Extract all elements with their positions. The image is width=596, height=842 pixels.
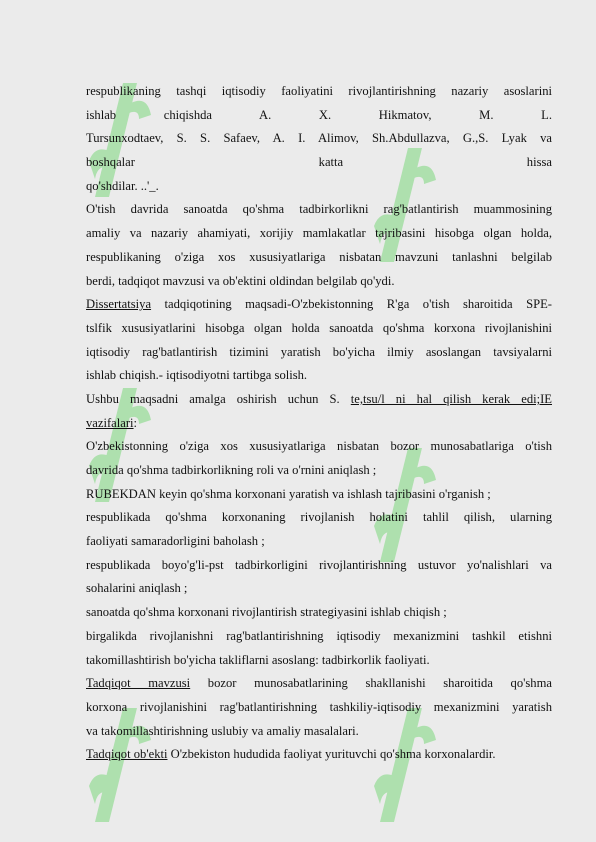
- line-text: ishlab chiqishda A. X. Hikmatov, M. L.: [86, 107, 552, 122]
- underlined-term: Tadqiqot mavzusi: [86, 676, 191, 691]
- document-body: [86, 80, 552, 767]
- text-line: [86, 625, 552, 649]
- line-text: birgalikda rivojlanishni rag'batlantirishning iqtisodiy mexanizmini tashkil etishni: [86, 628, 552, 643]
- text-line: [86, 696, 552, 720]
- text-line: [86, 554, 552, 578]
- line-text: ishlab chiqish.- iqtisodiyotni tartibga solish.: [86, 368, 308, 383]
- text-line: [86, 127, 552, 151]
- text-line: [86, 198, 552, 222]
- line-text: :: [133, 415, 138, 430]
- text-line: [86, 672, 552, 696]
- text-line: [86, 435, 552, 459]
- text-line: [86, 601, 552, 625]
- line-text: Ushbu maqsadni amalga oshirish uchun S.: [86, 391, 351, 406]
- line-text: RUBEKDAN keyin qo'shma korxonani yaratish va ishlash tajribasini o'rganish ;: [86, 486, 491, 501]
- text-line: [86, 720, 552, 744]
- line-text: respublikada boyo'g'li-pst tadbirkorligini rivojlantirishning ustuvor yo'nalishlari va: [86, 557, 552, 572]
- line-text: O'zbekiston hududida faoliyat yurituvchi qo'shma korxonalardir.: [167, 747, 496, 762]
- text-line: [86, 530, 552, 554]
- line-text: faoliyati samaradorligini baholash ;: [86, 534, 265, 549]
- line-text: takomillashtirish bo'yicha takliflarni asoslang: tadbirkorlik faoliyati.: [86, 652, 430, 667]
- text-line: [86, 506, 552, 530]
- line-text: qo'shdilar. ..'_.: [86, 178, 159, 193]
- text-line: [86, 388, 552, 412]
- text-line: [86, 293, 552, 317]
- text-line: [86, 341, 552, 365]
- line-text: respublikaning o'ziga xos xususiyatlariga nisbatan mavzuni tanlashni belgilab: [86, 249, 552, 264]
- line-text: berdi, tadqiqot mavzusi va ob'ektini oldindan belgilab qo'ydi.: [86, 273, 395, 288]
- text-line: [86, 270, 552, 294]
- text-line: [86, 577, 552, 601]
- line-text: respublikaning tashqi iqtisodiy faoliyatini rivojlantirishning nazariy asoslarini: [86, 84, 552, 98]
- line-text: Tursunxodtaev, S. S. Safaev, A. I. Alimov, Sh.Abdullazva, G.,S. Lyak va: [86, 131, 552, 146]
- text-line: [86, 222, 552, 246]
- text-line: [86, 364, 552, 388]
- line-text: tslfik xususiyatlarini hisobga olgan holda sanoatda qo'shma korxona rivojlanishini: [86, 320, 552, 335]
- text-line: [86, 246, 552, 270]
- text-line: [86, 151, 552, 175]
- underlined-term: Dissertatsiya: [86, 297, 152, 312]
- line-text: davrida qo'shma tadbirkorlikning roli va o'rnini aniqlash ;: [86, 463, 377, 477]
- text-line: [86, 459, 552, 483]
- line-text: amaliy va nazariy ahamiyati, xorijiy mamlakatlar tajribasini hisobga olgan holda,: [86, 226, 552, 241]
- line-text: O'zbekistonning o'ziga xos xususiyatlariga nisbatan bozor munosabatlariga o'tish: [86, 439, 552, 454]
- line-text: bozor munosabatlarining shakllanishi sharoitida qo'shma: [190, 676, 552, 691]
- line-text: tadqiqotining maqsadi-O'zbekistonning R'ga o'tish sharoitida SPE-: [151, 297, 552, 312]
- underlined-term: te,tsu/l ni hal qilish kerak edi;IE: [350, 391, 552, 406]
- line-text: boshqalar katta hissa: [86, 155, 552, 170]
- text-line: [86, 104, 552, 128]
- line-text: korxona rivojlanishini rag'batlantirishning tashkiliy-iqtisodiy mexanizmini yaratish: [86, 699, 552, 714]
- line-text: iqtisodiy rag'batlantirish tizimini yaratish bo'yicha ilmiy asoslangan tavsiyalarni: [86, 344, 552, 359]
- line-text: va takomillashtirishning uslubiy va amaliy masalalari.: [86, 723, 359, 738]
- text-line: [86, 412, 552, 436]
- text-line: [86, 175, 552, 199]
- line-text: respublikada qo'shma korxonaning rivojlanish holatini tahlil qilish, ularning: [86, 510, 552, 525]
- underlined-term: Tadqiqot ob'ekti: [86, 747, 168, 762]
- underlined-term: vazifalari: [86, 415, 134, 430]
- text-line: [86, 317, 552, 341]
- line-text: sanoatda qo'shma korxonani rivojlantirish strategiyasini ishlab chiqish ;: [86, 605, 447, 620]
- line-text: sohalarini aniqlash ;: [86, 581, 188, 596]
- text-line: [86, 649, 552, 673]
- line-text: O'tish davrida sanoatda qo'shma tadbirkorlikni rag'batlantirish muammosining: [86, 202, 552, 217]
- text-line: [86, 483, 552, 507]
- text-line: [86, 80, 552, 104]
- text-line: [86, 743, 552, 767]
